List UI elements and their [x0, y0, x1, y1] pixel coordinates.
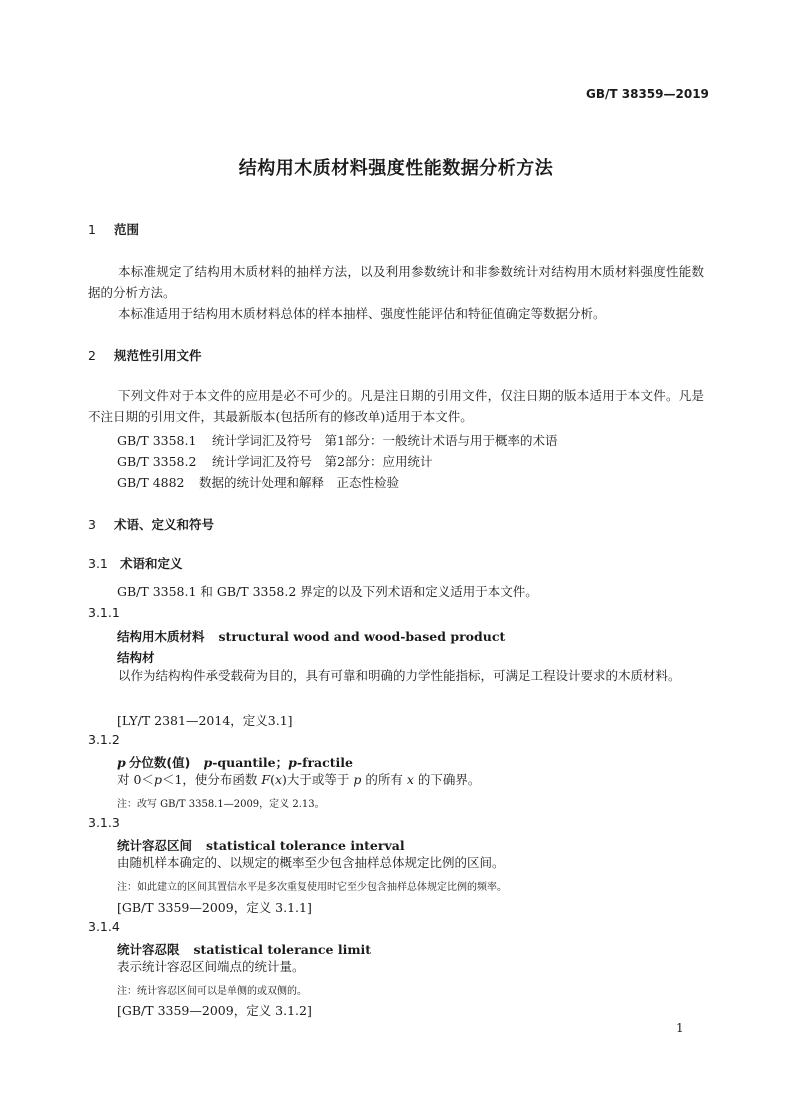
term-note: 注：改写 GB/T 3358.1—2009，定义 2.13。 [117, 799, 325, 810]
section-title: 范围 [114, 222, 140, 237]
clause-number: 3.1.1 [88, 605, 120, 620]
section-number: 1 [88, 222, 96, 237]
term-note: 注：如此建立的区间其置信水平是多次重复使用时它至少包含抽样总体规定比例的频率。 [117, 882, 507, 893]
section-1-heading [88, 220, 139, 238]
standard-number: GB/T 38359—2019 [586, 87, 709, 101]
document-title: 结构用木质材料强度性能数据分析方法 [238, 158, 554, 179]
term-definition: 由随机样本确定的、以规定的概率至少包含抽样总体规定比例的区间。 [117, 855, 505, 870]
term-definition: 对 0＜p＜1，使分布函数 F(x)大于或等于 p 的所有 x 的下确界。 [117, 772, 481, 787]
term-en: statistical tolerance interval [206, 838, 405, 853]
subsection-3-1-heading [88, 554, 183, 572]
clause-number: 3.1.3 [88, 815, 120, 830]
term-en: p-quantile；p-fractile [203, 755, 353, 770]
term-en: structural wood and wood-based product [218, 629, 506, 644]
section-title: 术语、定义和符号 [114, 517, 215, 532]
clause-number: 3.1.4 [88, 919, 120, 934]
term-source: [GB/T 3359—2009，定义 3.1.1] [117, 900, 312, 915]
term-en: statistical tolerance limit [193, 942, 372, 957]
reference-code: GB/T 4882 [117, 475, 185, 490]
reference-title: 统计学词汇及符号 第2部分：应用统计 [212, 454, 433, 469]
term-source: [GB/T 3359—2009，定义 3.1.2] [117, 1003, 312, 1018]
page-number: 1 [676, 1021, 684, 1035]
term-definition: 表示统计容忍区间端点的统计量。 [117, 959, 305, 974]
section-2-intro: 下列文件对于本文件的应用是必不可少的。凡是注日期的引用文件，仅注日期的版本适用于本文件。凡是不注日期的引用文件，其最新版本(包括所有的修改单)适用于本文件。 [88, 388, 704, 424]
subsection-title: 术语和定义 [120, 556, 183, 571]
clause-number: 3.1.2 [88, 732, 120, 747]
reference-code: GB/T 3358.2 [117, 454, 197, 469]
section-3-heading [88, 515, 214, 533]
term-source: [LY/T 2381—2014，定义3.1] [117, 713, 293, 728]
section-2-heading [88, 346, 202, 364]
section-number: 3 [88, 517, 96, 532]
reference-item [117, 431, 557, 449]
term-zh: 统计容忍限 [117, 942, 180, 957]
term-definition: 以作为结构构件承受载荷为目的，具有可靠和明确的力学性能指标，可满足工程设计要求的木质材料。 [118, 668, 681, 683]
reference-item [117, 452, 432, 470]
term-synonym: 结构材 [117, 650, 155, 665]
reference-title: 数据的统计处理和解释 正态性检验 [199, 475, 400, 490]
term-symbol: p [117, 755, 126, 770]
term-zh: 结构用木质材料 [117, 629, 205, 644]
section-number: 2 [88, 348, 96, 363]
subsection-3-1-intro: GB/T 3358.1 和 GB/T 3358.2 界定的以及下列术语和定义适用于本文件。 [117, 584, 538, 599]
section-title: 规范性引用文件 [114, 348, 202, 363]
term-entry [117, 627, 505, 645]
reference-item [117, 473, 399, 491]
term-zh: 统计容忍区间 [117, 838, 193, 853]
section-1-paragraph-2: 本标准适用于结构用木质材料总体的样本抽样、强度性能评估和特征值确定等数据分析。 [118, 306, 606, 321]
subsection-number: 3.1 [88, 556, 108, 571]
term-note: 注：统计容忍区间可以是单侧的或双侧的。 [117, 986, 307, 997]
reference-code: GB/T 3358.1 [117, 433, 197, 448]
term-zh: 分位数(值) [128, 755, 191, 770]
section-1-paragraph-1: 本标准规定了结构用木质材料的抽样方法，以及利用参数统计和非参数统计对结构用木质材料强度性能数据的分析方法。 [88, 264, 704, 300]
reference-title: 统计学词汇及符号 第1部分：一般统计术语与用于概率的术语 [212, 433, 558, 448]
